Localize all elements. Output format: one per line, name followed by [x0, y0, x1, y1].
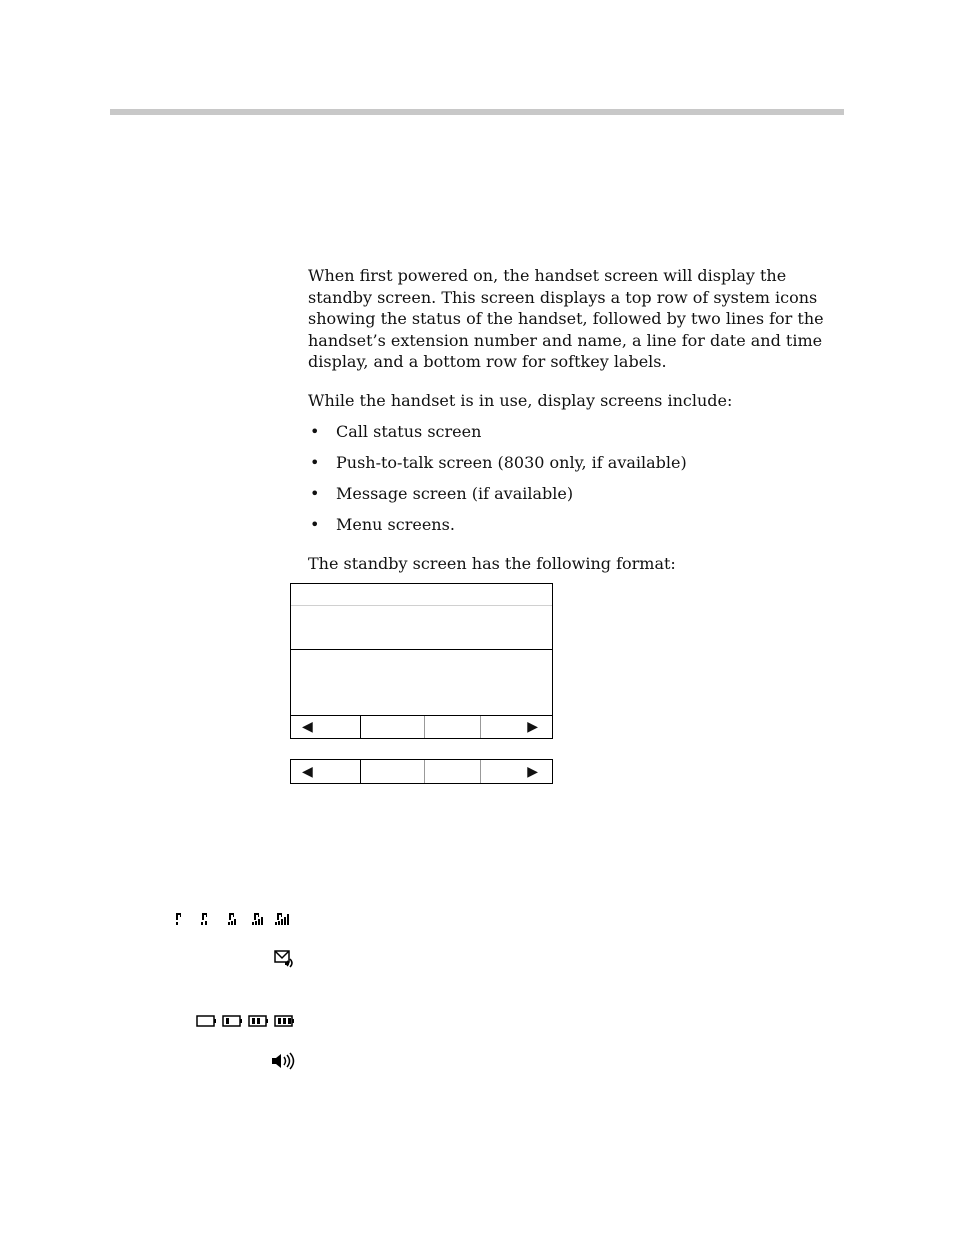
- header-rule: [110, 109, 844, 115]
- softkey-row: [291, 716, 552, 738]
- softkey-divider: [360, 760, 361, 783]
- bullet-glyph: •: [310, 453, 320, 472]
- softkey-row-standalone: [290, 759, 553, 784]
- softkey-divider: [480, 760, 481, 783]
- list-item: [308, 452, 687, 483]
- list-item-label: Menu screens.: [336, 515, 455, 534]
- softkey-divider: [424, 716, 425, 738]
- in-use-paragraph: While the handset is in use, display screens include:: [308, 391, 733, 410]
- softkey-divider: [424, 760, 425, 783]
- left-arrow-icon: ◀: [302, 719, 313, 735]
- bullet-glyph: •: [310, 484, 320, 503]
- speaker-icon: [270, 1052, 296, 1070]
- list-item-label: Message screen (if available): [336, 484, 574, 503]
- screen-types-list: [308, 421, 687, 545]
- bullet-glyph: •: [310, 422, 320, 441]
- extension-row-divider: [291, 649, 552, 650]
- softkey-divider: [480, 716, 481, 738]
- battery-level-icon: [196, 1013, 296, 1029]
- list-item: [308, 514, 687, 545]
- message-waiting-icon: [273, 949, 297, 969]
- left-arrow-icon: ◀: [302, 763, 313, 780]
- format-paragraph: The standby screen has the following format:: [308, 554, 676, 573]
- signal-strength-icon: [174, 911, 298, 927]
- right-arrow-icon: ▶: [527, 763, 538, 780]
- list-item: [308, 483, 687, 514]
- right-arrow-icon: ▶: [527, 719, 538, 735]
- softkey-divider: [360, 716, 361, 738]
- bullet-glyph: •: [310, 515, 320, 534]
- list-item-label: Call status screen: [336, 422, 482, 441]
- list-item-label: Push-to-talk screen (8030 only, if available): [336, 453, 687, 472]
- intro-paragraph: When first powered on, the handset screen will display the standby screen. This screen displays a top row of system icons showing the status of the handset, followed by two lines for the handset’s extension number and name, a line for date and time display, and a bottom row for softkey labels.: [308, 266, 824, 371]
- list-item: [308, 421, 687, 452]
- icon-row-divider: [291, 605, 552, 606]
- standby-screen-diagram: [290, 583, 553, 739]
